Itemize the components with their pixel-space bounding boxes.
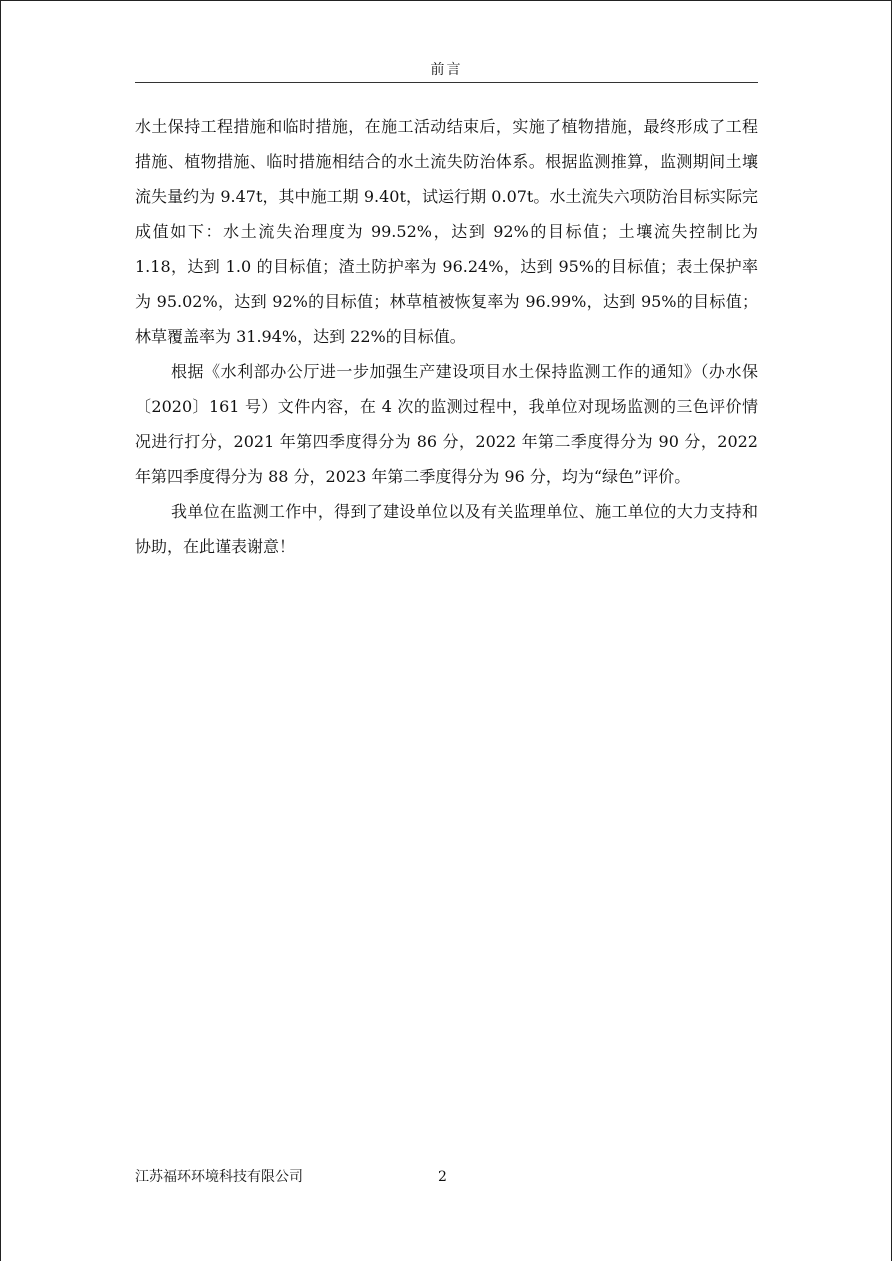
page-number: 2 (438, 1169, 447, 1185)
document-body (135, 109, 758, 564)
page-header (135, 58, 758, 83)
footer-company: 江苏福环环境科技有限公司 (135, 1169, 303, 1185)
paragraph-1: 水土保持工程措施和临时措施，在施工活动结束后，实施了植物措施，最终形成了工程措施、植物措施、临时措施相结合的水土流失防治体系。根据监测推算，监测期间土壤流失量约为 9.47t，其中施工期 9.40t，试运行期 0.07t。水土流失六项防治目标实际完成值如下：水土流失治理度为 99.52%，达到 92%的目标值；土壤流失控制比为 1.18，达到 1.0 的目标值；渣土防护率为 96.24%，达到 95%的目标值；表土保护率为 95.02%，达到 92%的目标值；林草植被恢复率为 96.99%，达到 95%的目标值；林草覆盖率为 31.94%，达到 22%的目标值。 (135, 117, 758, 346)
paragraph-3: 我单位在监测工作中，得到了建设单位以及有关监理单位、施工单位的大力支持和协助，在此谨表谢意！ (135, 502, 758, 556)
header-title: 前言 (430, 62, 463, 78)
paragraph-2: 根据《水利部办公厅进一步加强生产建设项目水土保持监测工作的通知》（办水保〔2020〕161 号）文件内容，在 4 次的监测过程中，我单位对现场监测的三色评价情况进行打分，2021 年第四季度得分为 86 分，2022 年第二季度得分为 90 分，2022 年第四季度得分为 88 分，2023 年第二季度得分为 96 分，均为“绿色”评价。 (135, 362, 758, 486)
page-footer (135, 1165, 758, 1189)
